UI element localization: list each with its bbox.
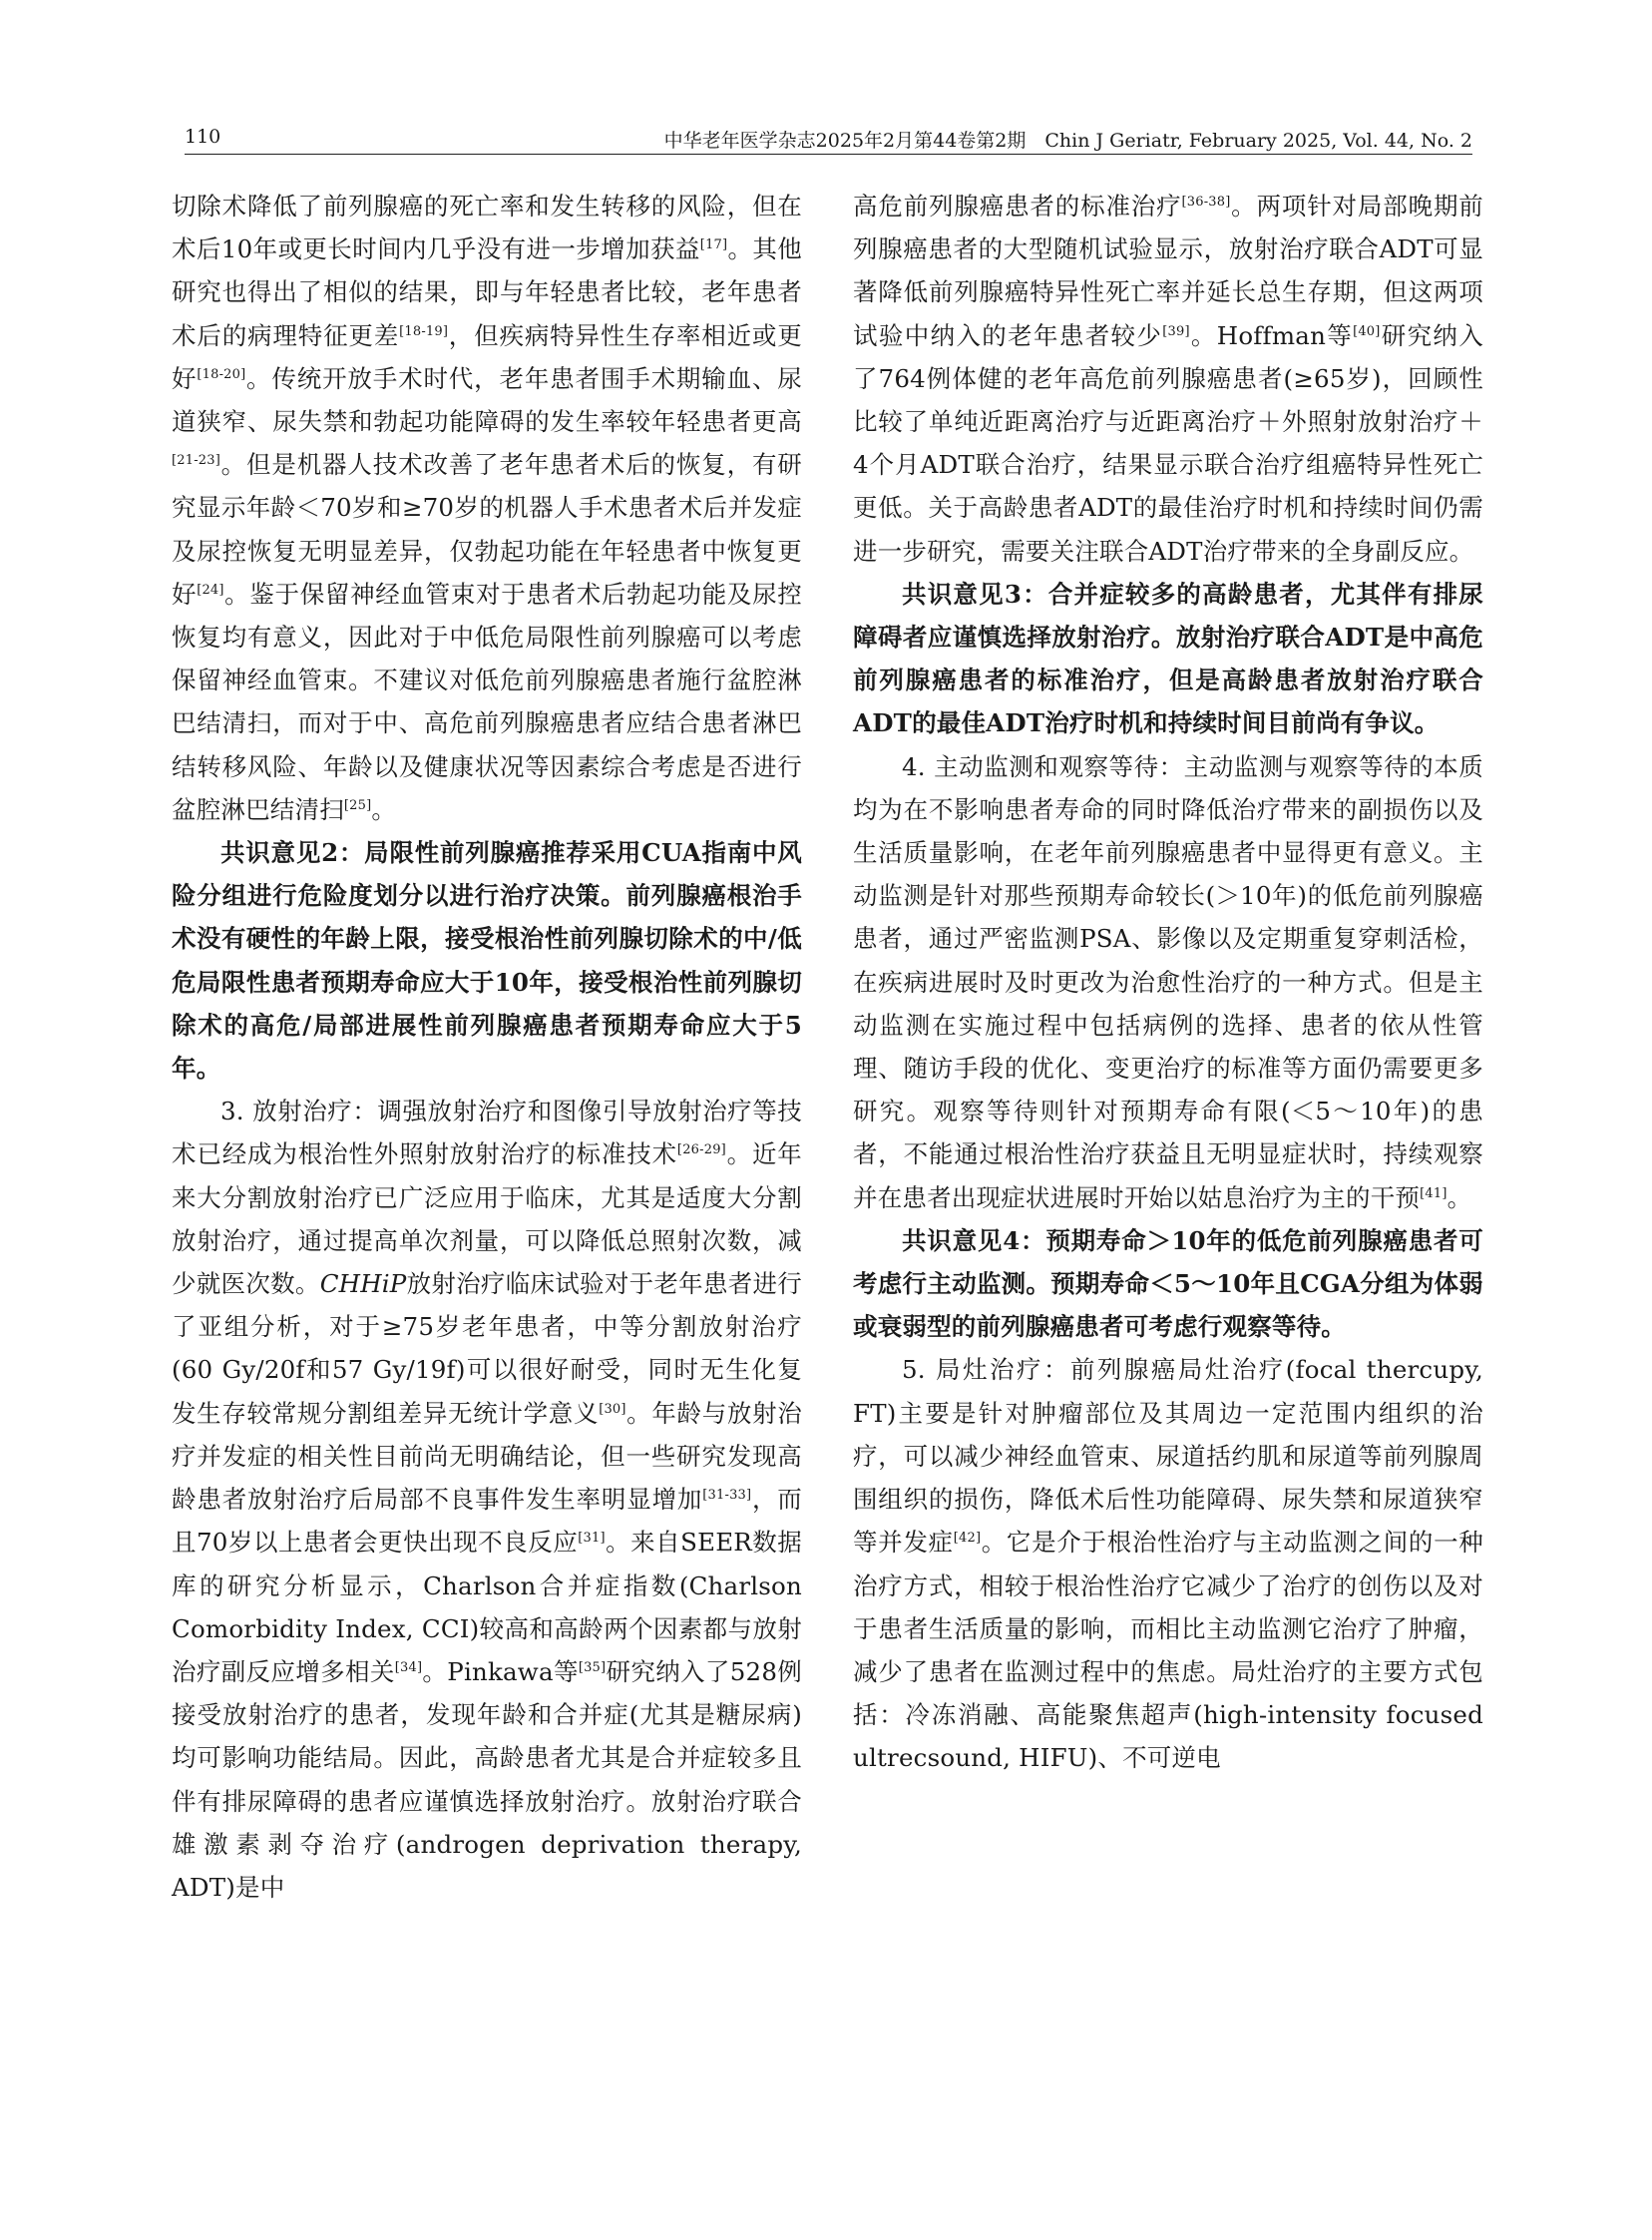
citation[interactable]: [18-20]: [197, 366, 246, 382]
citation[interactable]: [26-29]: [676, 1142, 726, 1158]
citation[interactable]: [17]: [699, 237, 728, 253]
citation[interactable]: [35]: [578, 1659, 607, 1675]
left-column: [172, 185, 802, 1909]
trial-name: CHHiP: [319, 1269, 407, 1299]
citation[interactable]: [30]: [599, 1401, 626, 1417]
citation[interactable]: [36-38]: [1181, 194, 1231, 210]
citation[interactable]: [42]: [953, 1531, 982, 1547]
citation[interactable]: [41]: [1420, 1185, 1447, 1201]
paragraph: 切除术降低了前列腺癌的死亡率和发生转移的风险，但在术后10年或更长时间内几乎没有进一步增加获益[17]。其他研究也得出了相似的结果，即与年轻患者比较，老年患者术后的病理特征更差[18-19]，但疾病特异性生存率相近或更好[18-20]。传统开放手术时代，老年患者围手术期输血、尿道狭窄、尿失禁和勃起功能障碍的发生率较年轻患者更高[21-23]。但是机器人技术改善了老年患者术后的恢复，有研究显示年龄＜70岁和≥70岁的机器人手术患者术后并发症及尿控恢复无明显差异，仅勃起功能在年轻患者中恢复更好[24]。鉴于保留神经血管束对于患者术后勃起功能及尿控恢复均有意义，因此对于中低危局限性前列腺癌可以考虑保留神经血管束。不建议对低危前列腺癌患者施行盆腔淋巴结清扫，而对于中、高危前列腺癌患者应结合患者淋巴结转移风险、年龄以及健康状况等因素综合考虑是否进行盆腔淋巴结清扫[25]。: [172, 192, 803, 824]
journal-running-title: 中华老年医学杂志2025年2月第44卷第2期 Chin J Geriatr, February 2025, Vol. 44, No. 2: [663, 130, 1472, 152]
citation[interactable]: [18-19]: [399, 323, 449, 339]
citation[interactable]: [24]: [197, 582, 224, 598]
citation[interactable]: [34]: [394, 1659, 423, 1675]
citation[interactable]: [31-33]: [702, 1487, 752, 1503]
running-header: [185, 126, 1472, 155]
section-active-surveillance: 4. 主动监测和观察等待：主动监测与观察等待的本质均为在不影响患者寿命的同时降低治疗带来的副损伤以及生活质量影响，在老年前列腺癌患者中显得更有意义。主动监测是针对那些预期寿命较长(＞10年)的低危前列腺癌患者，通过严密监测PSA、影像以及定期重复穿刺活检，在疾病进展时及时更改为治愈性治疗的一种方式。但是主动监测在实施过程中包括病例的选择、患者的依从性管理、随访手段的优化、变更治疗的标准等方面仍需要更多研究。观察等待则针对预期寿命有限(＜5～10年)的患者，不能通过根治性治疗获益且无明显症状时，持续观察并在患者出现症状进展时开始以姑息治疗为主的干预[41]。: [853, 751, 1483, 1212]
citation[interactable]: [31]: [578, 1531, 606, 1547]
citation[interactable]: [25]: [343, 797, 372, 813]
right-column: [853, 185, 1483, 1780]
consensus-statement-4: 共识意见4：预期寿命＞10年的低危前列腺癌患者可考虑行主动监测。预期寿命＜5～10年且CGA分组为体弱或衰弱型的前列腺癌患者可考虑行观察等待。: [853, 1225, 1483, 1342]
section-focal-therapy: 5. 局灶治疗：前列腺癌局灶治疗(focal thercupy, FT)主要是针对肿瘤部位及其周边一定范围内组织的治疗，可以减少神经血管束、尿道括约肌和尿道等前列腺周围组织的损伤，降低术后性功能障碍、尿失禁和尿道狭窄等并发症[42]。它是介于根治性治疗与主动监测之间的一种治疗方式，相较于根治性治疗它减少了治疗的创伤以及对于患者生活质量的影响，而相比主动监测它治疗了肿瘤，减少了患者在监测过程中的焦虑。局灶治疗的主要方式包括：冷冻消融、高能聚焦超声(high-intensity focused ultrecsound, HIFU)、不可逆电: [853, 1355, 1483, 1773]
section-radiotherapy: 3. 放射治疗：调强放射治疗和图像引导放射治疗等技术已经成为根治性外照射放射治疗的标准技术[26-29]。近年来大分割放射治疗已广泛应用于临床，尤其是适度大分割放射治疗，通过提高单次剂量，可以降低总照射次数，减少就医次数。CHHiP放射治疗临床试验对于老年患者进行了亚组分析，对于≥75岁老年患者，中等分割放射治疗(60 Gy/20f和57 Gy/19f)可以很好耐受，同时无生化复发生存较常规分割组差异无统计学意义[30]。年龄与放射治疗并发症的相关性目前尚无明确结论，但一些研究发现高龄患者放射治疗后局部不良事件发生率明显增加[31-33]，而且70岁以上患者会更快出现不良反应[31]。来自SEER数据库的研究分析显示，Charlson合并症指数(Charlson Comorbidity Index, CCI)较高和高龄两个因素都与放射治疗副反应增多相关[34]。Pinkawa等[35]研究纳入了528例接受放射治疗的患者，发现年龄和合并症(尤其是糖尿病)均可影响功能结局。因此，高龄患者尤其是合并症较多且伴有排尿障碍的患者应谨慎选择放射治疗。放射治疗联合雄激素剥夺治疗(androgen deprivation therapy, ADT)是中: [172, 1097, 802, 1902]
page-number: 110: [185, 126, 221, 148]
citation[interactable]: [40]: [1353, 323, 1381, 339]
consensus-statement-3: 共识意见3：合并症较多的高龄患者，尤其伴有排尿障碍者应谨慎选择放射治疗。放射治疗联合ADT是中高危前列腺癌患者的标准治疗，但是高龄患者放射治疗联合ADT的最佳ADT治疗时机和持续时间目前尚有争议。: [853, 579, 1483, 738]
consensus-statement-2: 共识意见2：局限性前列腺癌推荐采用CUA指南中风险分组进行危险度划分以进行治疗决策。前列腺癌根治手术没有硬性的年龄上限，接受根治性前列腺切除术的中/低危局限性患者预期寿命应大于10年，接受根治性前列腺切除术的高危/局部进展性前列腺癌患者预期寿命应大于5年。: [172, 838, 802, 1084]
paragraph: 高危前列腺癌患者的标准治疗[36-38]。两项针对局部晚期前列腺癌患者的大型随机试验显示，放射治疗联合ADT可显著降低前列腺癌特异性死亡率并延长总生存期，但这两项试验中纳入的老年患者较少[39]。Hoffman等[40]研究纳入了764例体健的老年高危前列腺癌患者(≥65岁)，回顾性比较了单纯近距离治疗与近距离治疗＋外照射放射治疗＋4个月ADT联合治疗，结果显示联合治疗组癌特异性死亡更低。关于高龄患者ADT的最佳治疗时机和持续时间仍需进一步研究，需要关注联合ADT治疗带来的全身副反应。: [853, 192, 1483, 566]
citation[interactable]: [39]: [1162, 323, 1190, 339]
citation[interactable]: [21-23]: [172, 453, 221, 469]
